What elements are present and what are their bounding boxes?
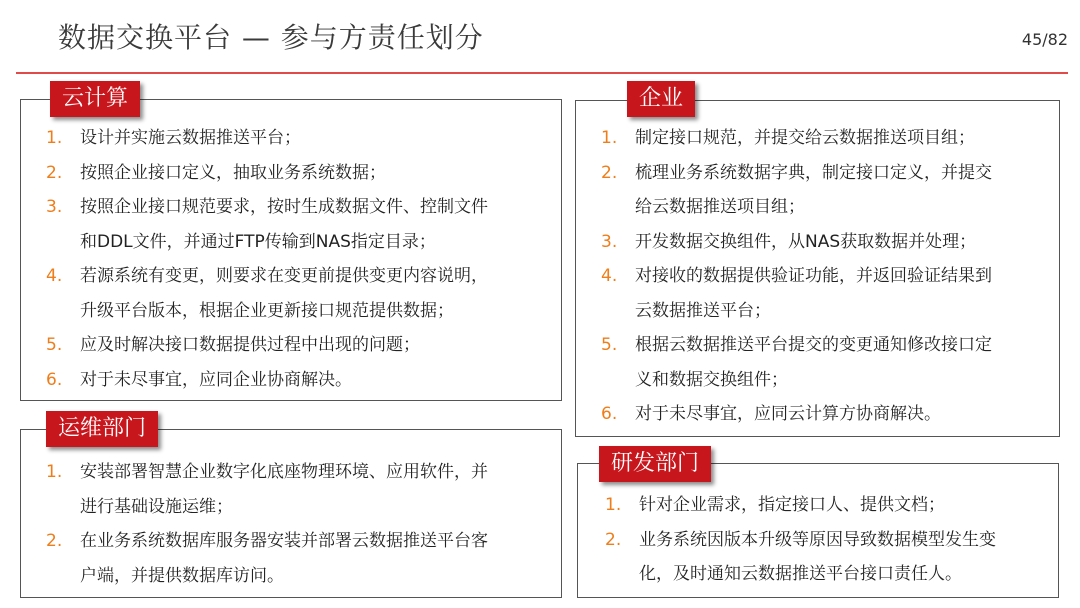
list-item (46, 225, 556, 260)
list-item (605, 523, 1055, 558)
item-number: 1. (46, 462, 63, 482)
list-item (605, 557, 1055, 592)
item-number (46, 559, 80, 594)
item-number: 2. (601, 162, 618, 183)
item-text: 云数据推送平台； (635, 300, 771, 321)
list-item (46, 294, 556, 329)
item-number (46, 294, 80, 329)
item-number: 2. (46, 162, 63, 183)
item-number (46, 490, 80, 525)
item-text: 业务系统因版本升级等原因导致数据模型发生变 (639, 529, 996, 550)
item-text: 进行基础设施运维； (80, 496, 233, 517)
rnd-list (605, 488, 1055, 592)
list-item (46, 259, 556, 294)
item-text: 对接收的数据提供验证功能，并返回验证结果到 (635, 266, 992, 286)
item-text: 梳理业务系统数据字典，制定接口定义，并提交 (635, 162, 992, 183)
item-text: 按照企业接口规范要求，按时生成数据文件、控制文件 (80, 197, 488, 217)
list-item (46, 524, 556, 559)
list-item (601, 190, 1051, 225)
item-text: 针对企业需求，指定接口人、提供文档； (639, 495, 945, 515)
page-number: 45/82 (1021, 30, 1068, 49)
list-item (46, 455, 556, 490)
list-item (46, 490, 556, 525)
list-item (601, 363, 1051, 398)
item-text: 在业务系统数据库服务器安装并部署云数据推送平台客 (80, 531, 488, 551)
item-number: 4. (601, 266, 618, 286)
item-number: 2. (605, 529, 622, 550)
cloud-label: 云计算 (50, 81, 140, 117)
item-text: 设计并实施云数据推送平台； (80, 128, 301, 148)
item-number (46, 225, 80, 260)
list-item (601, 225, 1051, 260)
list-item (46, 156, 556, 191)
page-title: 数据交换平台 — 参与方责任划分 (58, 21, 484, 54)
item-text: 按照企业接口定义，抽取业务系统数据； (80, 162, 386, 183)
item-number: 1. (601, 128, 618, 148)
ops-label: 运维部门 (46, 411, 158, 447)
item-number: 4. (46, 266, 63, 286)
enterprise-list (601, 121, 1051, 432)
item-text: 根据云数据推送平台提交的变更通知修改接口定 (635, 335, 992, 355)
list-item (601, 328, 1051, 363)
item-text: 对于未尽事宜，应同企业协商解决。 (80, 369, 352, 390)
list-item (46, 190, 556, 225)
list-item (601, 259, 1051, 294)
item-text: 义和数据交换组件； (635, 369, 788, 390)
list-item (605, 488, 1055, 523)
item-text: 化，及时通知云数据推送平台接口责任人。 (639, 564, 962, 584)
list-item (601, 397, 1051, 432)
list-item (46, 328, 556, 363)
item-number: 6. (601, 404, 618, 424)
rnd-label: 研发部门 (599, 446, 711, 482)
item-text: 升级平台版本，根据企业更新接口规范提供数据； (80, 300, 454, 321)
list-item (46, 363, 556, 398)
item-text: 制定接口规范，并提交给云数据推送项目组； (635, 128, 975, 148)
item-number: 3. (46, 197, 63, 217)
item-text: 若源系统有变更，则要求在变更前提供变更内容说明， (80, 266, 488, 286)
item-text: 安装部署智慧企业数字化底座物理环境、应用软件，并 (80, 462, 488, 482)
item-text: 和DDL文件，并通过FTP传输到NAS指定目录； (80, 231, 436, 252)
item-text: 对于未尽事宜，应同云计算方协商解决。 (635, 404, 941, 424)
item-number: 1. (605, 495, 622, 515)
item-number (605, 557, 639, 592)
item-number: 2. (46, 531, 63, 551)
list-item (601, 121, 1051, 156)
list-item (601, 294, 1051, 329)
item-text: 户端，并提供数据库访问。 (80, 565, 284, 586)
enterprise-label: 企业 (627, 81, 695, 117)
item-number (601, 294, 635, 329)
ops-list (46, 455, 556, 593)
item-number: 6. (46, 369, 63, 390)
title-divider (16, 72, 1068, 74)
list-item (601, 156, 1051, 191)
list-item (46, 121, 556, 156)
item-text: 给云数据推送项目组； (635, 197, 805, 217)
item-number: 1. (46, 128, 63, 148)
item-text: 应及时解决接口数据提供过程中出现的问题； (80, 335, 420, 355)
item-number: 5. (46, 335, 63, 355)
list-item (46, 559, 556, 594)
item-number (601, 363, 635, 398)
item-number: 3. (601, 231, 618, 252)
item-number: 5. (601, 335, 618, 355)
cloud-list (46, 121, 556, 397)
item-number (601, 190, 635, 225)
item-text: 开发数据交换组件，从NAS获取数据并处理； (635, 231, 977, 252)
